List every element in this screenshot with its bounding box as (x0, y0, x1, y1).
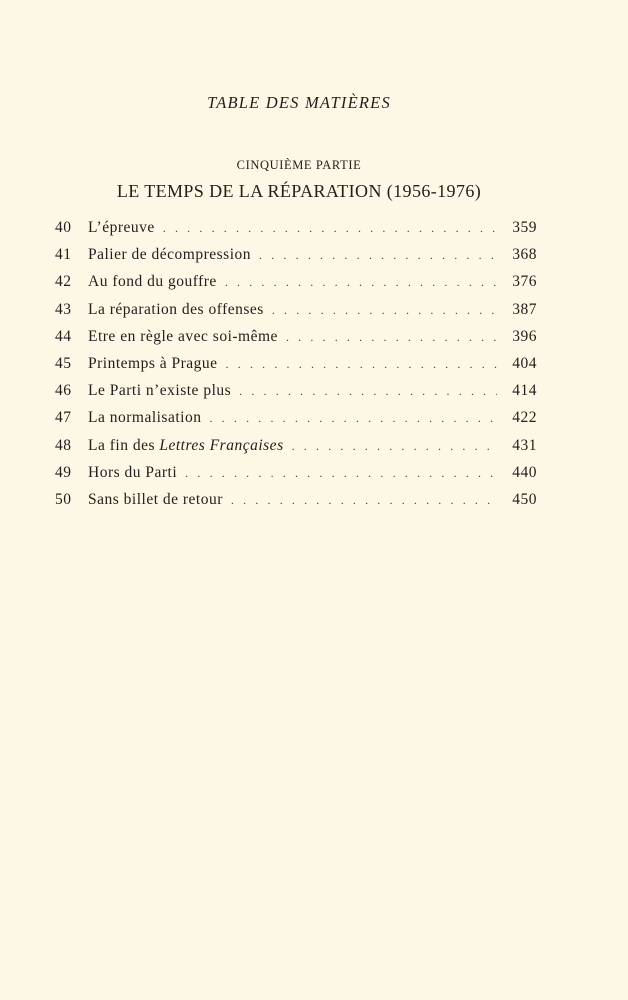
page-number: 376 (512, 273, 537, 291)
page-number: 404 (512, 354, 537, 372)
leader-dots (292, 439, 497, 454)
toc-entry (55, 355, 537, 382)
toc-entry (55, 301, 537, 328)
chapter-title: Sans billet de retour (88, 490, 223, 508)
toc-entry (55, 409, 537, 436)
toc-entry (55, 464, 537, 491)
toc-entry (55, 273, 537, 300)
leader-dots (286, 330, 497, 345)
chapter-number: 42 (55, 273, 72, 291)
chapter-number: 47 (55, 409, 72, 427)
page-number: 440 (512, 463, 537, 481)
chapter-number: 50 (55, 490, 72, 508)
page-number: 422 (512, 409, 537, 427)
page-number: 431 (512, 436, 537, 454)
leader-dots (239, 384, 497, 399)
page-number: 414 (512, 382, 537, 400)
page-number: 359 (512, 219, 537, 236)
toc-entry (55, 246, 537, 273)
toc-entry (55, 491, 537, 518)
chapter-title: Hors du Parti (88, 463, 178, 481)
leader-dots (231, 493, 497, 508)
chapter-title: Printemps à Prague (88, 354, 218, 372)
leader-dots (259, 248, 497, 263)
chapter-title: L’épreuve (88, 219, 155, 236)
leader-dots (226, 357, 497, 372)
toc-entry (55, 328, 537, 355)
page-number: 387 (512, 300, 537, 318)
chapter-number: 44 (55, 327, 72, 345)
chapter-number: 49 (55, 463, 72, 481)
chapter-title: Le Parti n’existe plus (88, 382, 232, 400)
running-title: TABLE DES MATIÈRES (207, 93, 391, 112)
leader-dots (209, 411, 497, 426)
chapter-title: Palier de décompression (88, 246, 252, 264)
chapter-number: 41 (55, 246, 72, 264)
page-number: 450 (512, 490, 537, 508)
chapter-number: 43 (55, 300, 72, 318)
chapter-number: 46 (55, 382, 72, 400)
part-label: CINQUIÈME PARTIE (236, 158, 362, 172)
page-number: 368 (512, 246, 537, 264)
toc-entry (55, 437, 537, 464)
chapter-title: La fin des Lettres Françaises (88, 436, 284, 454)
leader-dots (225, 275, 497, 290)
chapter-title: Au fond du gouffre (88, 273, 217, 291)
chapter-title: La normalisation (88, 409, 202, 427)
chapter-title: Etre en règle avec soi-même (88, 327, 278, 345)
chapter-number: 48 (55, 436, 72, 454)
chapter-title: La réparation des offenses (88, 300, 264, 318)
table-of-contents (55, 219, 537, 518)
chapter-number: 45 (55, 354, 72, 372)
leader-dots (185, 466, 497, 481)
page-number: 396 (512, 327, 537, 345)
part-title: LE TEMPS DE LA RÉPARATION (1956-1976) (116, 181, 482, 201)
leader-dots (272, 303, 497, 318)
leader-dots (163, 221, 497, 236)
toc-entry (55, 219, 537, 246)
toc-entry (55, 382, 537, 409)
chapter-number: 40 (55, 219, 72, 236)
